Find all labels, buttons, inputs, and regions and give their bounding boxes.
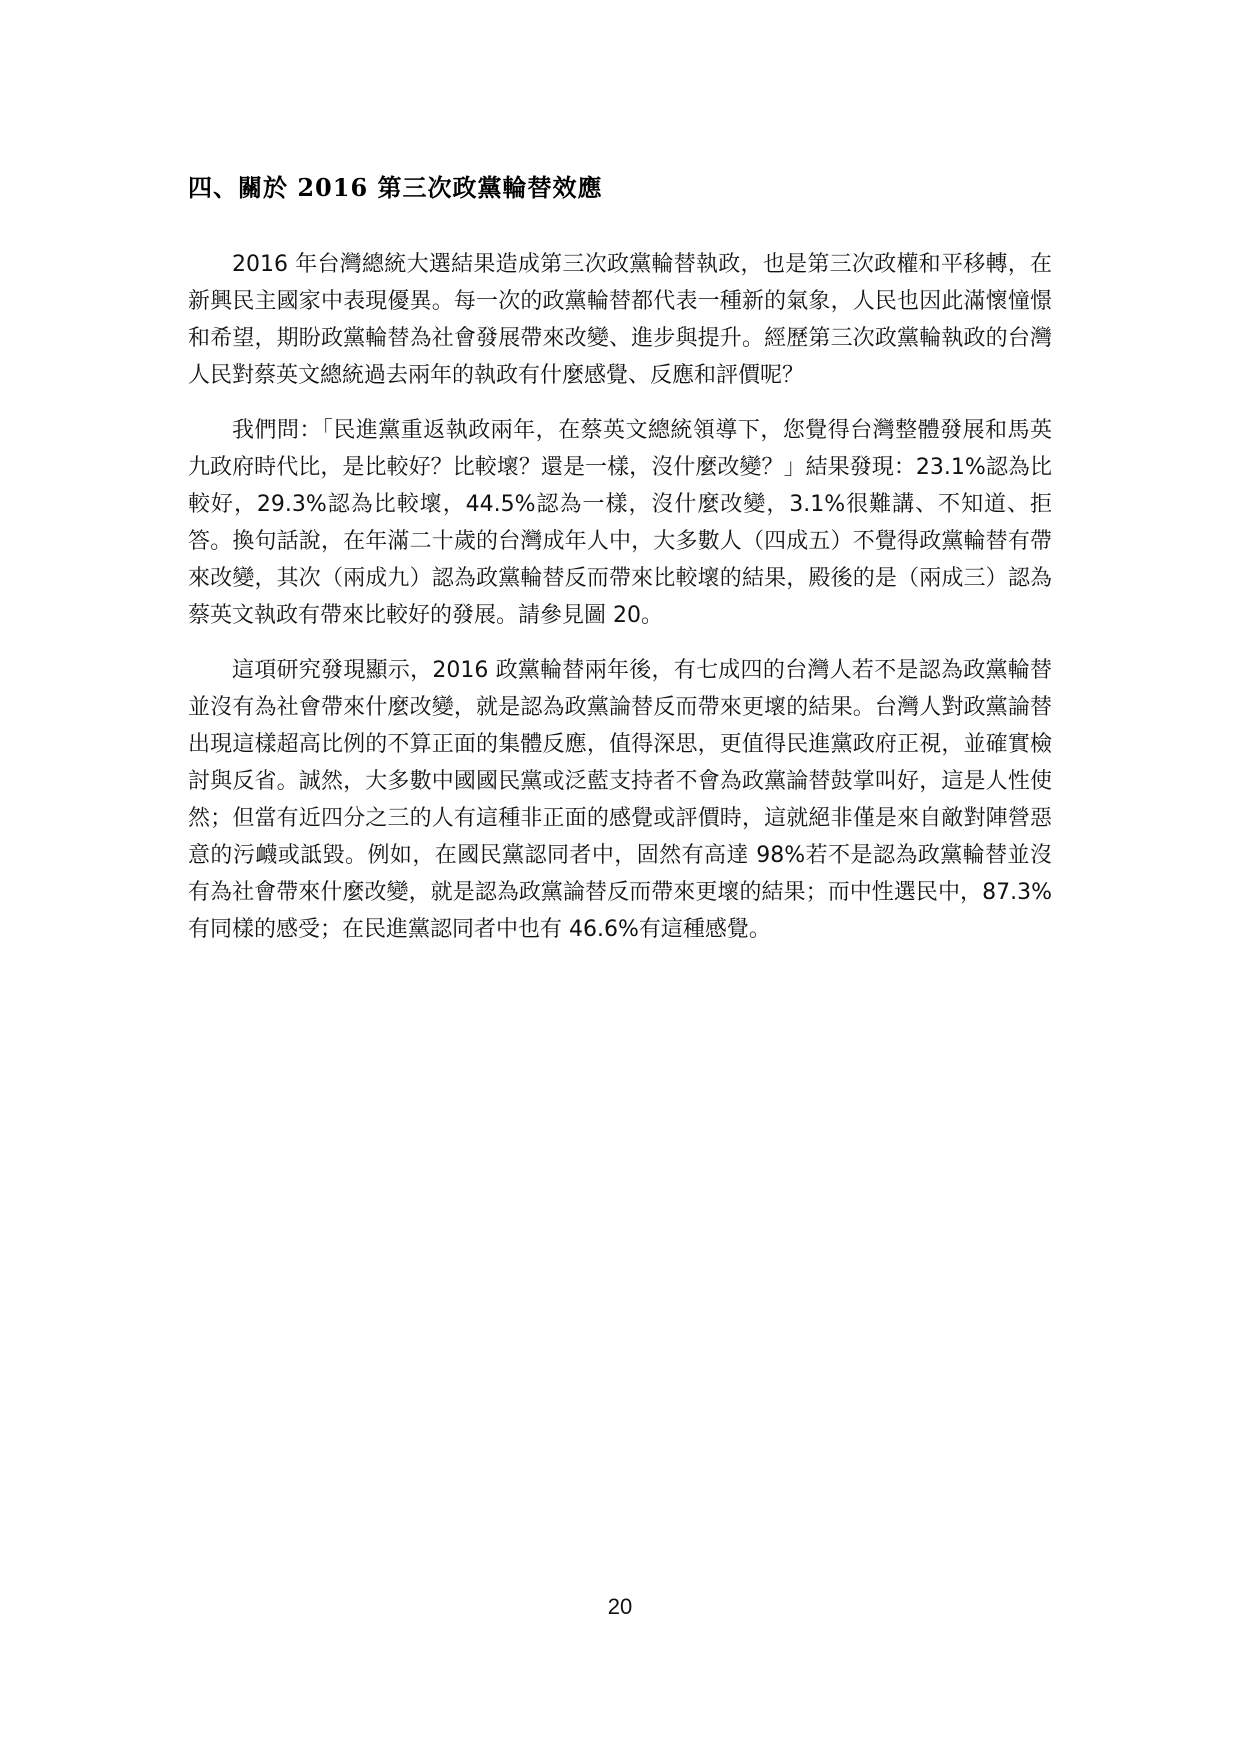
paragraph-2: 我們問：「民進黨重返執政兩年，在蔡英文總統領導下，您覺得台灣整體發展和馬英九政府時代比，是比較好？比較壞？還是一樣，沒什麼改變？」結果發現：23.1%認為比較好，29.3%認為比較壞，44.5%認為一樣，沒什麼改變，3.1%很難講、不知道、拒答。換句話說，在年滿二十歲的台灣成年人中，大多數人（四成五）不覺得政黨輪替有帶來改變，其次（兩成九）認為政黨輪替反而帶來比較壞的結果，殿後的是（兩成三）認為蔡英文執政有帶來比較好的發展。請參見圖 20。 — [188, 418, 1052, 628]
paragraph-1: 2016 年台灣總統大選結果造成第三次政黨輪替執政，也是第三次政權和平移轉，在新興民主國家中表現優異。每一次的政黨輪替都代表一種新的氣象，人民也因此滿懷憧憬和希望，期盼政黨輪替為社會發展帶來改變、進步與提升。經歷第三次政黨輪執政的台灣人民對蔡英文總統過去兩年的執政有什麼感覺、反應和評價呢？ — [188, 252, 1052, 388]
body-text — [188, 246, 1052, 966]
section-heading: 四、關於 2016 第三次政黨輪替效應 — [188, 173, 603, 202]
page-number: 20 — [607, 1594, 633, 1619]
paragraph-3: 這項研究發現顯示，2016 政黨輪替兩年後，有七成四的台灣人若不是認為政黨輪替並沒有為社會帶來什麼改變，就是認為政黨論替反而帶來更壞的結果。台灣人對政黨論替出現這樣超高比例的不算正面的集體反應，值得深思，更值得民進黨政府正視，並確實檢討與反省。誠然，大多數中國國民黨或泛藍支持者不會為政黨論替鼓掌叫好，這是人性使然；但當有近四分之三的人有這種非正面的感覺或評價時，這就絕非僅是來自敵對陣營惡意的污衊或詆毀。例如，在國民黨認同者中，固然有高達 98%若不是認為政黨輪替並沒有為社會帶來什麼改變，就是認為政黨論替反而帶來更壞的結果；而中性選民中，87.3%有同樣的感受；在民進黨認同者中也有 46.6%有這種感覺。 — [188, 658, 1052, 942]
